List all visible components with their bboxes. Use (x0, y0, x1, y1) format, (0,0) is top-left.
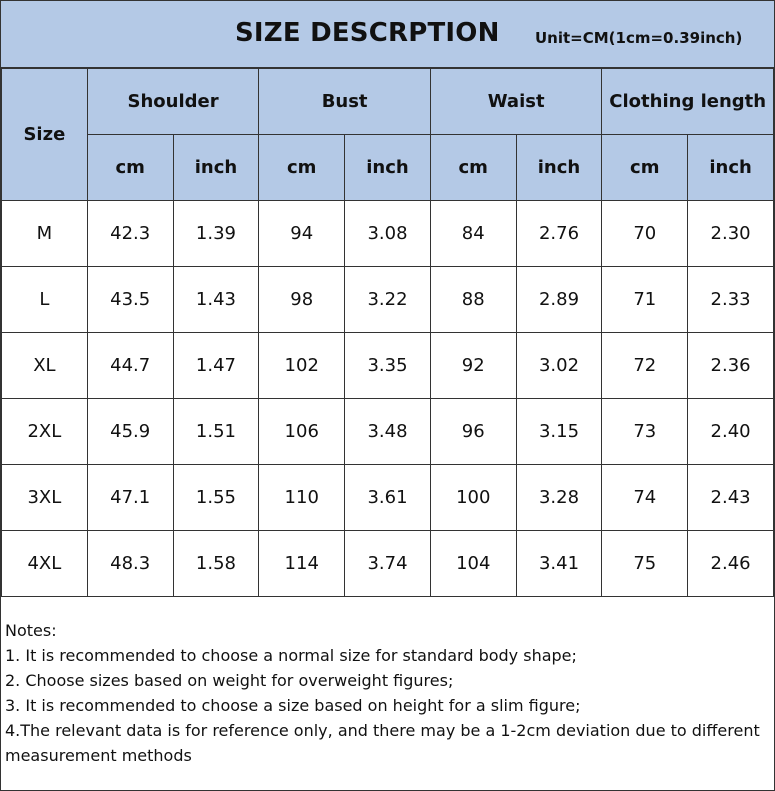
table-cell: 84 (430, 201, 516, 267)
table-cell: 102 (259, 333, 345, 399)
table-cell: 3.35 (345, 333, 431, 399)
table-row (2, 465, 774, 531)
note-item: 2. Choose sizes based on weight for overweight figures; (5, 671, 454, 690)
table-cell: 94 (259, 201, 345, 267)
table-cell: 1.43 (173, 267, 259, 333)
table-cell: 2.89 (516, 267, 602, 333)
table-cell: 72 (602, 333, 688, 399)
table-cell: 3.15 (516, 399, 602, 465)
table-cell: 110 (259, 465, 345, 531)
table-row (2, 333, 774, 399)
table-cell: 96 (430, 399, 516, 465)
unit-header: cm (602, 135, 688, 201)
table-cell: 2.36 (688, 333, 774, 399)
unit-header: cm (87, 135, 173, 201)
table-cell: 3.48 (345, 399, 431, 465)
table-cell: 114 (259, 531, 345, 597)
table-cell: 98 (259, 267, 345, 333)
unit-note: Unit=CM(1cm=0.39inch) (535, 29, 743, 47)
title-bar (1, 1, 774, 68)
table-cell: 73 (602, 399, 688, 465)
table-cell: 92 (430, 333, 516, 399)
size-cell: M (2, 201, 88, 267)
table-cell: 1.51 (173, 399, 259, 465)
table-cell: 3.08 (345, 201, 431, 267)
table-cell: 1.47 (173, 333, 259, 399)
notes (5, 618, 771, 768)
table-cell: 1.58 (173, 531, 259, 597)
table-cell: 44.7 (87, 333, 173, 399)
size-cell: L (2, 267, 88, 333)
unit-header: cm (430, 135, 516, 201)
unit-header: inch (688, 135, 774, 201)
size-cell: 4XL (2, 531, 88, 597)
note-item: 3. It is recommended to choose a size based on height for a slim figure; (5, 696, 581, 715)
table-cell: 71 (602, 267, 688, 333)
size-cell: 2XL (2, 399, 88, 465)
unit-header: inch (345, 135, 431, 201)
table-cell: 45.9 (87, 399, 173, 465)
table-cell: 2.40 (688, 399, 774, 465)
table-cell: 3.41 (516, 531, 602, 597)
table-row (2, 267, 774, 333)
table-cell: 2.76 (516, 201, 602, 267)
page-title: SIZE DESCRPTION (235, 18, 500, 48)
group-header-clothing-length: Clothing length (602, 69, 774, 135)
notes-heading: Notes: (5, 621, 57, 640)
unit-header: inch (516, 135, 602, 201)
table-cell: 48.3 (87, 531, 173, 597)
unit-header: inch (173, 135, 259, 201)
note-item: 1. It is recommended to choose a normal size for standard body shape; (5, 646, 577, 665)
table-cell: 106 (259, 399, 345, 465)
table-row (2, 399, 774, 465)
table-cell: 75 (602, 531, 688, 597)
table-cell: 2.46 (688, 531, 774, 597)
table-cell: 43.5 (87, 267, 173, 333)
table-cell: 74 (602, 465, 688, 531)
table-cell: 42.3 (87, 201, 173, 267)
table-cell: 70 (602, 201, 688, 267)
group-header-bust: Bust (259, 69, 431, 135)
table-cell: 3.22 (345, 267, 431, 333)
size-cell: XL (2, 333, 88, 399)
subheader-row (2, 135, 774, 201)
group-header-waist: Waist (430, 69, 602, 135)
note-item: 4.The relevant data is for reference only, and there may be a 1-2cm deviation due to different measurement methods (5, 721, 760, 765)
table-cell: 2.33 (688, 267, 774, 333)
table-cell: 3.28 (516, 465, 602, 531)
size-header: Size (2, 69, 88, 201)
table-row (2, 201, 774, 267)
table-cell: 2.43 (688, 465, 774, 531)
unit-header: cm (259, 135, 345, 201)
group-header-shoulder: Shoulder (87, 69, 259, 135)
size-cell: 3XL (2, 465, 88, 531)
table-cell: 1.39 (173, 201, 259, 267)
header-row (2, 69, 774, 135)
size-table (1, 68, 774, 597)
table-cell: 3.61 (345, 465, 431, 531)
table-cell: 1.55 (173, 465, 259, 531)
table-cell: 100 (430, 465, 516, 531)
table-cell: 2.30 (688, 201, 774, 267)
table-cell: 104 (430, 531, 516, 597)
table-cell: 3.02 (516, 333, 602, 399)
table-cell: 88 (430, 267, 516, 333)
table-row (2, 531, 774, 597)
table-cell: 3.74 (345, 531, 431, 597)
table-cell: 47.1 (87, 465, 173, 531)
